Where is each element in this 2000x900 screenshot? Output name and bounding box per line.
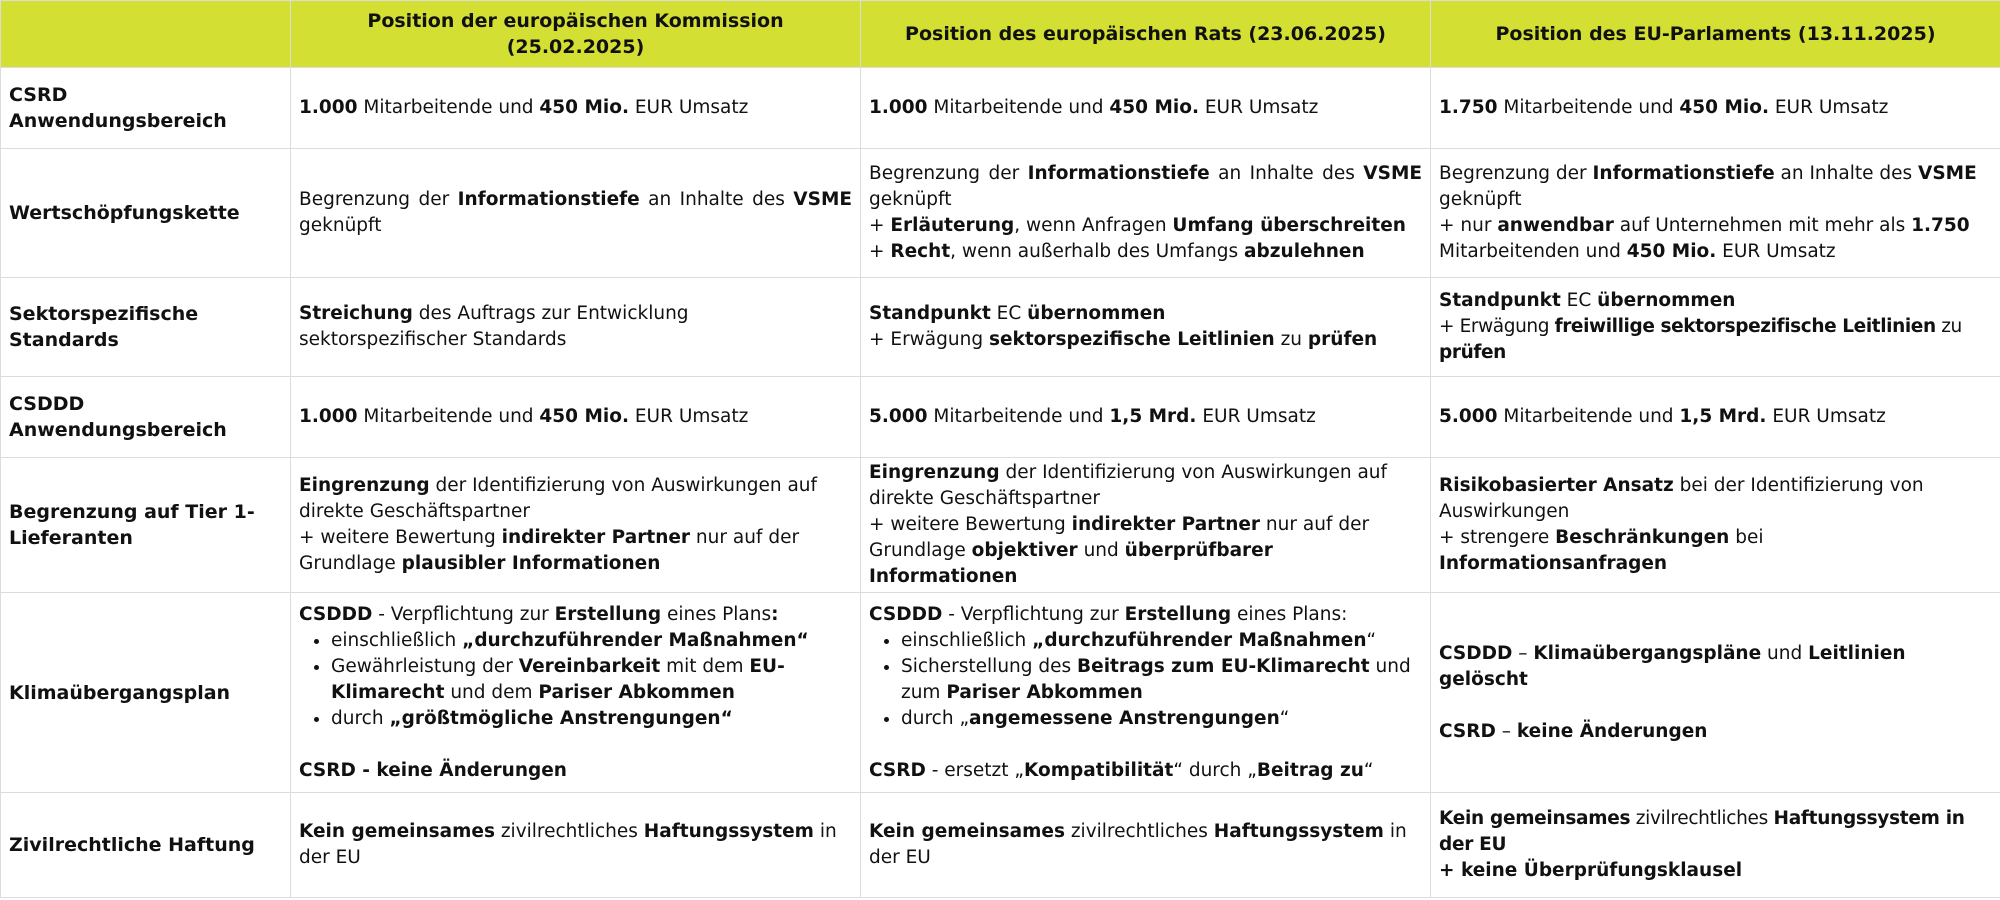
cell-council-value-chain: Begrenzung der Informationstiefe an Inhalte des VSME geknüpft + Erläuterung, wenn Anfragen Umfang überschreiten + Recht, wenn außerhalb des Umfangs abzulehnen (861, 149, 1431, 278)
row-label-sector-standards: Sektorspezifische Standards (1, 278, 291, 377)
table-row (1, 377, 2000, 458)
cell-commission-liability: Kein gemeinsames zivilrechtliches Haftungssystem in der EU (291, 793, 861, 898)
header-council: Position des europäischen Rats (23.06.2025) (861, 1, 1431, 68)
cell-council-csrd-scope: 1.000 Mitarbeitende und 450 Mio. EUR Umsatz (861, 68, 1431, 149)
row-label-value-chain: Wertschöpfungskette (1, 149, 291, 278)
table-row (1, 278, 2000, 377)
cell-commission-sector-standards: Streichung des Auftrags zur Entwicklung sektorspezifischer Standards (291, 278, 861, 377)
cell-council-liability: Kein gemeinsames zivilrechtliches Haftungssystem in der EU (861, 793, 1431, 898)
header-commission: Position der europäischen Kommission (25.02.2025) (291, 1, 861, 68)
cell-commission-value-chain: Begrenzung der Informationstiefe an Inhalte des VSME geknüpft (291, 149, 861, 278)
cell-commission-csddd-scope: 1.000 Mitarbeitende und 450 Mio. EUR Umsatz (291, 377, 861, 458)
list-item: • einschließlich „durchzuführender Maßnahmen“ (331, 628, 852, 654)
table-row (1, 458, 2000, 593)
cell-parliament-liability: Kein gemeinsames zivilrechtliches Haftungssystem in der EU + keine Überprüfungsklausel (1431, 793, 2000, 898)
cell-parliament-tier1: Risikobasierter Ansatz bei der Identifizierung von Auswirkungen + strengere Beschränkungen bei Informationsanfragen (1431, 458, 2000, 593)
table-row (1, 68, 2000, 149)
row-label-liability: Zivilrechtliche Haftung (1, 793, 291, 898)
cell-commission-climate-plan: CSDDD - Verpflichtung zur Erstellung eines Plans: • einschließlich „durchzuführender Maßnahmen“ • Gewährleistung der Vereinbarkeit mit dem EU-Klimarecht und dem Pariser Abkommen • durch „größtmögliche Anstrengungen“ CSRD - keine Änderungen (291, 593, 861, 793)
cell-council-csddd-scope: 5.000 Mitarbeitende und 1,5 Mrd. EUR Umsatz (861, 377, 1431, 458)
cell-commission-tier1: Eingrenzung der Identifizierung von Auswirkungen auf direkte Geschäftspartner + weitere Bewertung indirekter Partner nur auf der Grundlage plausibler Informationen (291, 458, 861, 593)
cell-council-sector-standards: Standpunkt EC übernommen + Erwägung sektorspezifische Leitlinien zu prüfen (861, 278, 1431, 377)
header-row (1, 1, 2000, 68)
row-label-tier1: Begrenzung auf Tier 1-Lieferanten (1, 458, 291, 593)
measures-list (299, 628, 852, 732)
row-label-csddd-scope: CSDDD Anwendungsbereich (1, 377, 291, 458)
table-row (1, 593, 2000, 793)
cell-parliament-value-chain: Begrenzung der Informationstiefe an Inhalte des VSME geknüpft + nur anwendbar auf Unternehmen mit mehr als 1.750 Mitarbeitenden und 450 Mio. EUR Umsatz (1431, 149, 2000, 278)
list-item: • einschließlich „durchzuführender Maßnahmen“ (901, 628, 1422, 654)
cell-parliament-csddd-scope: 5.000 Mitarbeitende und 1,5 Mrd. EUR Umsatz (1431, 377, 2000, 458)
row-label-csrd-scope: CSRD Anwendungsbereich (1, 68, 291, 149)
row-label-climate-plan: Klimaübergangsplan (1, 593, 291, 793)
header-empty-cell (1, 1, 291, 68)
list-item: • Sicherstellung des Beitrags zum EU-Klimarecht und zum Pariser Abkommen (901, 654, 1422, 706)
cell-commission-csrd-scope: 1.000 Mitarbeitende und 450 Mio. EUR Umsatz (291, 68, 861, 149)
list-item: • durch „größtmögliche Anstrengungen“ (331, 706, 852, 732)
cell-council-tier1: Eingrenzung der Identifizierung von Auswirkungen auf direkte Geschäftspartner + weitere Bewertung indirekter Partner nur auf der Grundlage objektiver und überprüfbarer Informationen (861, 458, 1431, 593)
cell-parliament-csrd-scope: 1.750 Mitarbeitende und 450 Mio. EUR Umsatz (1431, 68, 2000, 149)
cell-parliament-sector-standards: Standpunkt EC übernommen + Erwägung freiwillige sektorspezifische Leitlinien zu prüfen (1431, 278, 2000, 377)
header-parliament: Position des EU-Parlaments (13.11.2025) (1431, 1, 2000, 68)
list-item: • durch „angemessene Anstrengungen“ (901, 706, 1422, 732)
table-row (1, 793, 2000, 898)
table-row (1, 149, 2000, 278)
cell-parliament-climate-plan: CSDDD – Klimaübergangspläne und Leitlinien gelöscht CSRD – keine Änderungen (1431, 593, 2000, 793)
list-item: • Gewährleistung der Vereinbarkeit mit dem EU-Klimarecht und dem Pariser Abkommen (331, 654, 852, 706)
measures-list (869, 628, 1422, 732)
cell-council-climate-plan: CSDDD - Verpflichtung zur Erstellung eines Plans: • einschließlich „durchzuführender Maßnahmen“ • Sicherstellung des Beitrags zum EU-Klimarecht und zum Pariser Abkommen • durch „angemessene Anstrengungen“ CSRD - ersetzt „Kompatibilität“ durch „Beitrag zu“ (861, 593, 1431, 793)
